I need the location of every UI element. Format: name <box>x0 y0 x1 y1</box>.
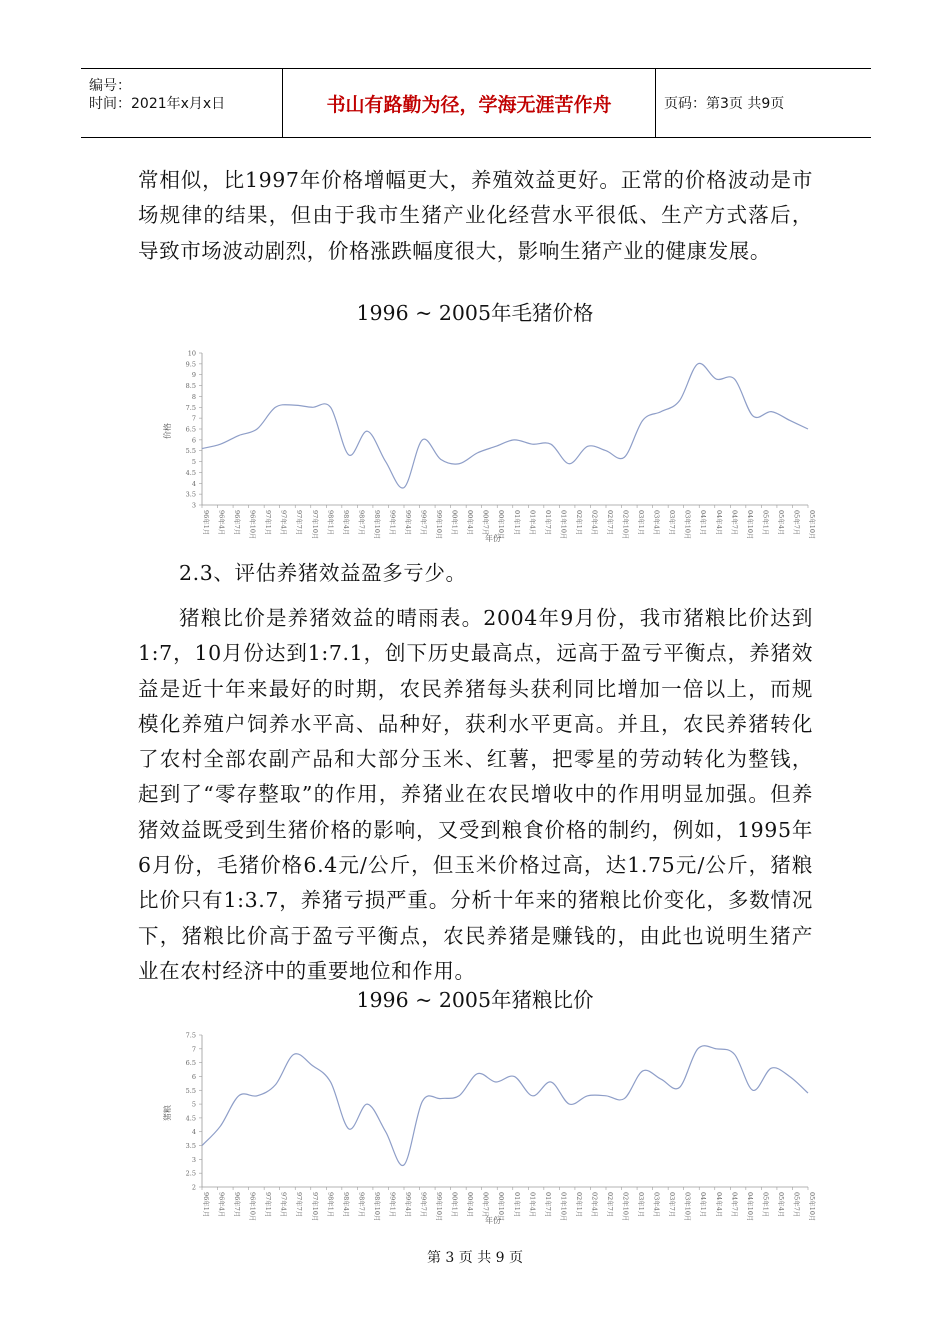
x-tick-label: 05年1月 <box>761 1192 770 1218</box>
header-motto: 书山有路勤为径，学海无涯苦作舟 <box>283 69 656 137</box>
x-tick-label: 96年7月 <box>233 1192 242 1218</box>
y-tick-label: 7 <box>191 414 196 423</box>
y-tick-label: 4.5 <box>185 1114 196 1123</box>
x-tick-label: 99年1月 <box>388 1192 397 1218</box>
x-tick-label: 03年1月 <box>637 1192 646 1218</box>
y-tick-label: 2 <box>191 1183 196 1192</box>
y-tick-label: 6.5 <box>185 1059 196 1068</box>
y-tick-label: 5.5 <box>185 447 196 456</box>
x-tick-label: 96年10月 <box>248 1192 257 1222</box>
y-tick-label: 5 <box>191 458 196 467</box>
page-footer: 第 3 页 共 9 页 <box>426 1250 524 1266</box>
series-line <box>202 363 808 488</box>
x-tick-label: 03年10月 <box>683 1192 692 1222</box>
x-tick-label: 98年10月 <box>372 1192 381 1222</box>
x-tick-label: 98年10月 <box>372 510 381 540</box>
x-tick-label: 01年7月 <box>543 510 552 536</box>
series-line <box>202 1046 808 1166</box>
y-axis-label: 价格 <box>163 423 172 439</box>
x-tick-label: 97年4月 <box>279 510 288 536</box>
header-time: 时间：2021年x月x日 <box>89 96 226 112</box>
paragraph-pig-grain-ratio: 猪粮比价是养猪效益的晴雨表。2004年9月份，我市猪粮比价达到1:7，10月份达到1:7.1，创下历史最高点，远高于盈亏平衡点，养猪效益是近十年来最好的时期，农民养猪每头获利同比增加一倍以上，而规模化养殖户饲养水平高、品种好，获利水平更高。并且，农民养猪转化了农村全部农副产品和大部分玉米、红薯，把零星的劳动转化为整钱，起到了“零存整取”的作用，养猪业在农民增收中的作用明显加强。但养猪效益既受到生猪价格的影响，又受到粮食价格的制约，例如，1995年6月份，毛猪价格6.4元/公斤，但玉米价格过高，达1.75元/公斤，猪粮比价只有1:3.7，养猪亏损严重。分析十年来的猪粮比价变化，多数情况下，猪粮比价高于盈亏平衡点，农民养猪是赚钱的，由此也说明生猪产业在农村经济中的重要地位和作用。 <box>138 606 813 983</box>
x-tick-label: 99年7月 <box>419 1192 428 1218</box>
x-axis-label: 年份 <box>485 1216 501 1225</box>
y-tick-label: 7 <box>191 1045 196 1054</box>
x-tick-label: 00年4月 <box>466 1192 475 1218</box>
x-tick-label: 98年7月 <box>357 510 366 536</box>
x-tick-label: 00年10月 <box>497 510 506 540</box>
x-tick-label: 99年7月 <box>419 510 428 536</box>
y-tick-label: 4 <box>191 1128 196 1137</box>
x-axis-label: 年份 <box>485 534 501 543</box>
header-number: 编号： <box>89 78 131 94</box>
y-tick-label: 3.5 <box>185 490 196 499</box>
x-tick-label: 00年1月 <box>450 1192 459 1218</box>
x-tick-label: 05年4月 <box>776 510 785 536</box>
x-tick-label: 97年1月 <box>264 510 273 536</box>
x-tick-label: 99年1月 <box>388 510 397 536</box>
x-tick-label: 04年4月 <box>714 1192 723 1218</box>
y-tick-label: 9 <box>191 371 196 380</box>
x-tick-label: 00年1月 <box>450 510 459 536</box>
x-tick-label: 98年1月 <box>326 1192 335 1218</box>
x-tick-label: 98年7月 <box>357 1192 366 1218</box>
y-tick-label: 10 <box>187 349 196 358</box>
y-tick-label: 7.5 <box>185 403 196 412</box>
x-tick-label: 02年1月 <box>574 1192 583 1218</box>
y-tick-label: 9.5 <box>185 360 196 369</box>
x-tick-label: 00年4月 <box>466 510 475 536</box>
x-tick-label: 98年4月 <box>341 1192 350 1218</box>
x-tick-label: 01年10月 <box>559 510 568 540</box>
x-tick-label: 03年10月 <box>683 510 692 540</box>
x-tick-label: 03年1月 <box>637 510 646 536</box>
x-tick-label: 02年10月 <box>621 510 630 540</box>
x-tick-label: 99年4月 <box>404 1192 412 1218</box>
x-tick-label: 97年10月 <box>310 1192 319 1222</box>
section-title: 2.3、评估养猪效益盈多亏少。 <box>179 561 467 585</box>
y-axis-label: 猪粮 <box>163 1105 172 1121</box>
x-tick-label: 03年7月 <box>668 1192 677 1218</box>
y-tick-label: 5.5 <box>185 1086 196 1095</box>
y-tick-label: 4 <box>191 479 196 488</box>
y-tick-label: 2.5 <box>185 1169 196 1178</box>
x-tick-label: 97年7月 <box>295 1192 304 1218</box>
x-tick-label: 99年10月 <box>435 1192 444 1222</box>
x-tick-label: 01年4月 <box>528 1192 537 1218</box>
x-tick-label: 04年7月 <box>730 1192 739 1218</box>
x-tick-label: 04年7月 <box>730 510 739 536</box>
y-tick-label: 5 <box>191 1100 196 1109</box>
y-tick-label: 7.5 <box>185 1031 196 1040</box>
x-tick-label: 96年4月 <box>217 1192 226 1218</box>
x-tick-label: 99年4月 <box>404 510 412 536</box>
x-tick-label: 03年7月 <box>668 510 677 536</box>
x-tick-label: 01年4月 <box>528 510 537 536</box>
x-tick-label: 98年1月 <box>326 510 335 536</box>
y-tick-label: 3.5 <box>185 1142 196 1151</box>
y-tick-label: 6 <box>191 436 196 445</box>
x-tick-label: 96年10月 <box>248 510 257 540</box>
header-page-code: 页码：第3页 共9页 <box>664 96 785 112</box>
x-tick-label: 97年7月 <box>295 510 304 536</box>
x-tick-label: 03年4月 <box>652 1192 661 1218</box>
header-left-cell <box>81 69 283 137</box>
header-table <box>81 68 871 138</box>
x-tick-label: 02年1月 <box>574 510 583 536</box>
x-tick-label: 02年4月 <box>590 510 599 536</box>
x-tick-label: 05年4月 <box>776 1192 785 1218</box>
x-tick-label: 96年4月 <box>217 510 226 536</box>
y-tick-label: 3 <box>191 501 196 510</box>
x-tick-label: 04年10月 <box>745 1192 754 1222</box>
x-tick-label: 04年10月 <box>745 510 754 540</box>
x-tick-label: 00年10月 <box>497 1192 506 1222</box>
x-tick-label: 01年7月 <box>543 1192 552 1218</box>
x-tick-label: 96年7月 <box>233 510 242 536</box>
chart-caption-pig-price: 1996 ~ 2005年毛猪价格 <box>356 301 594 325</box>
pig-grain-ratio-line-chart <box>160 1027 820 1227</box>
x-tick-label: 05年10月 <box>808 510 816 540</box>
x-tick-label: 04年1月 <box>699 1192 708 1218</box>
x-tick-label: 02年10月 <box>621 1192 630 1222</box>
x-tick-label: 97年4月 <box>279 1192 288 1218</box>
x-tick-label: 05年7月 <box>792 510 801 536</box>
x-tick-label: 05年1月 <box>761 510 770 536</box>
x-tick-label: 04年1月 <box>699 510 708 536</box>
x-tick-label: 01年10月 <box>559 1192 568 1222</box>
x-tick-label: 01年1月 <box>512 1192 521 1218</box>
y-tick-label: 8.5 <box>185 382 196 391</box>
x-tick-label: 03年4月 <box>652 510 661 536</box>
chart-caption-pig-grain-ratio: 1996 ~ 2005年猪粮比价 <box>356 988 594 1012</box>
x-tick-label: 97年1月 <box>264 1192 273 1218</box>
x-tick-label: 02年7月 <box>606 1192 614 1218</box>
y-tick-label: 3 <box>191 1155 196 1164</box>
x-tick-label: 99年10月 <box>435 510 444 540</box>
x-tick-label: 02年4月 <box>590 1192 599 1218</box>
x-tick-label: 00年7月 <box>481 510 490 536</box>
y-tick-label: 6.5 <box>185 425 196 434</box>
paragraph-price-fluctuation: 常相似，比1997年价格增幅更大，养殖效益更好。正常的价格波动是市场规律的结果，但由于我市生猪产业化经营水平很低、生产方式落后，导致市场波动剧烈，价格涨跌幅度很大，影响生猪产业的健康发展。 <box>138 168 813 263</box>
y-tick-label: 4.5 <box>185 468 196 477</box>
x-tick-label: 05年7月 <box>792 1192 801 1218</box>
x-tick-label: 01年1月 <box>512 510 521 536</box>
x-tick-label: 04年4月 <box>714 510 723 536</box>
pig-price-line-chart <box>160 345 820 545</box>
x-tick-label: 96年1月 <box>202 510 210 536</box>
x-tick-label: 96年1月 <box>202 1192 210 1218</box>
x-tick-label: 05年10月 <box>808 1192 816 1222</box>
y-tick-label: 6 <box>191 1072 196 1081</box>
y-tick-label: 8 <box>191 392 196 401</box>
x-tick-label: 98年4月 <box>341 510 350 536</box>
x-tick-label: 00年7月 <box>481 1192 490 1218</box>
x-tick-label: 97年10月 <box>310 510 319 540</box>
x-tick-label: 02年7月 <box>606 510 614 536</box>
